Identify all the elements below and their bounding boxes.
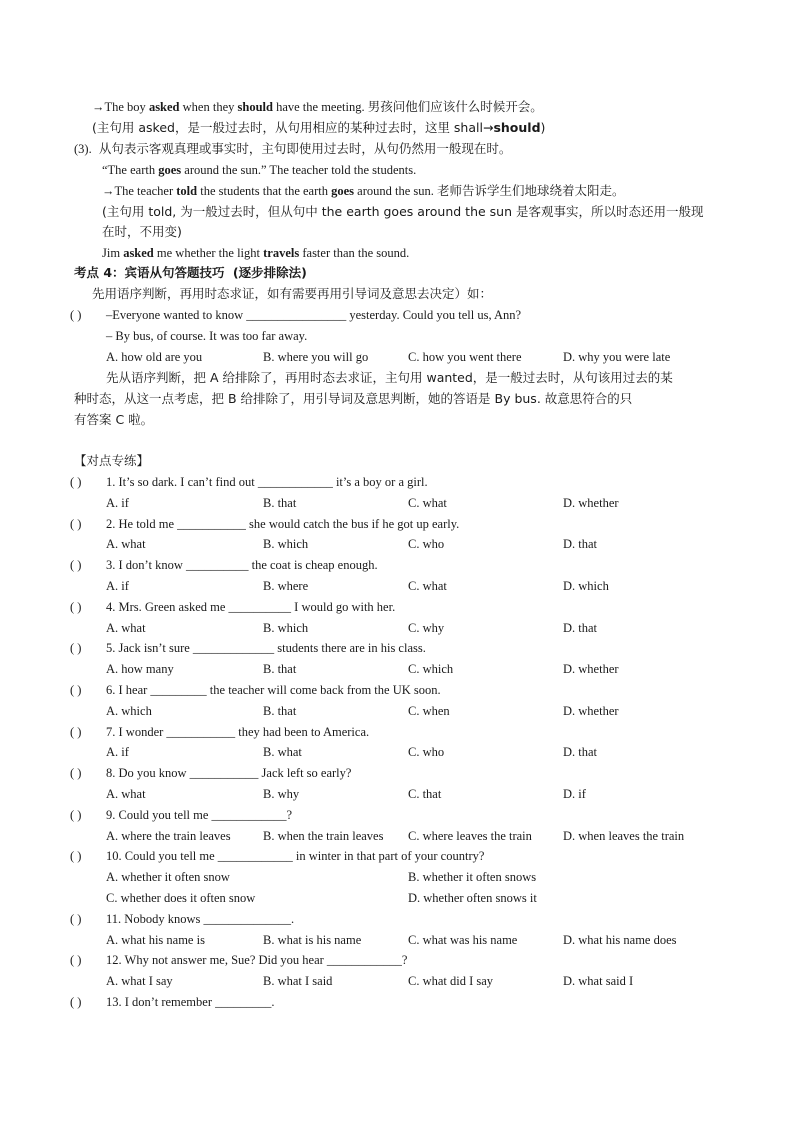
example-option-c[interactable]: C. how you went there	[408, 350, 522, 364]
answer-option[interactable]: A. if	[106, 579, 129, 593]
answer-option[interactable]: D. that	[563, 537, 598, 551]
answer-blank[interactable]: ( )	[70, 641, 82, 655]
rule-3-line: (3). 从句表示客观真理或事实时，主句即使用过去时，从句仍然用一般现在时。	[74, 141, 512, 156]
question-stem: 11. Nobody knows ______________.	[106, 912, 295, 926]
example-option-b[interactable]: B. where you will go	[263, 350, 369, 364]
answer-option[interactable]: D. whether	[563, 662, 619, 676]
answer-option[interactable]: D. when leaves the train	[563, 829, 685, 843]
answer-option[interactable]: D. what said I	[563, 974, 634, 988]
example-explanation-2: 种时态，从这一点考虑，把 B 给排除了，用引导词及意思判断，她的答语是 By bus. 故意思符合的只	[74, 391, 633, 406]
answer-blank[interactable]: ( )	[70, 849, 82, 863]
note-line-told-2: 在时，不用变)	[102, 224, 182, 239]
example-question-line-1: –Everyone wanted to know ________________ yesterday. Could you tell us, Ann?	[106, 308, 522, 322]
question-stem: 3. I don’t know __________ the coat is cheap enough.	[106, 558, 378, 572]
section-4-heading: 考点 4：宾语从句答题技巧 (逐步排除法)	[74, 265, 307, 280]
answer-option[interactable]: A. which	[106, 704, 152, 718]
example-line-earth-quote: “The earth goes around the sun.” The teacher told the students.	[102, 163, 417, 177]
answer-blank[interactable]: ( )	[70, 995, 82, 1009]
answer-option[interactable]: B. that	[263, 662, 297, 676]
answer-blank[interactable]: ( )	[70, 808, 82, 822]
answer-option[interactable]: C. what was his name	[408, 933, 518, 947]
answer-option[interactable]: C. where leaves the train	[408, 829, 532, 843]
answer-option[interactable]: C. that	[408, 787, 442, 801]
answer-option[interactable]: A. what his name is	[106, 933, 205, 947]
question-stem: 1. It’s so dark. I can’t find out ____________ it’s a boy or a girl.	[106, 475, 428, 489]
answer-option[interactable]: C. which	[408, 662, 454, 676]
answer-option[interactable]: B. whether it often snows	[408, 870, 537, 884]
answer-option[interactable]: B. that	[263, 704, 297, 718]
example-option-a[interactable]: A. how old are you	[106, 350, 203, 364]
example-question-line-2: – By bus, of course. It was too far away.	[106, 329, 308, 343]
answer-option[interactable]: A. what	[106, 787, 146, 801]
example-line-jim-asked: Jim asked me whether the light travels faster than the sound.	[102, 246, 410, 260]
answer-option[interactable]: A. if	[106, 745, 129, 759]
answer-blank[interactable]: ( )	[70, 475, 82, 489]
answer-option[interactable]: D. what his name does	[563, 933, 677, 947]
answer-blank-example[interactable]: ( )	[70, 308, 82, 322]
answer-option[interactable]: D. whether often snows it	[408, 891, 537, 905]
answer-option[interactable]: B. where	[263, 579, 309, 593]
note-line-shall-should: (主句用 asked，是一般过去时，从句用相应的某种过去时，这里 shall→should)	[92, 120, 546, 135]
answer-option[interactable]: A. how many	[106, 662, 174, 676]
question-stem: 2. He told me ___________ she would catch the bus if he got up early.	[106, 517, 460, 531]
answer-option[interactable]: D. which	[563, 579, 609, 593]
answer-option[interactable]: C. who	[408, 745, 445, 759]
answer-option[interactable]: C. what did I say	[408, 974, 494, 988]
answer-blank[interactable]: ( )	[70, 558, 82, 572]
answer-option[interactable]: C. what	[408, 579, 447, 593]
answer-option[interactable]: A. what	[106, 537, 146, 551]
answer-option[interactable]: B. what I said	[263, 974, 333, 988]
answer-option[interactable]: A. where the train leaves	[106, 829, 231, 843]
example-explanation-3: 有答案 C 啦。	[74, 412, 154, 427]
answer-blank[interactable]: ( )	[70, 766, 82, 780]
answer-option[interactable]: D. whether	[563, 496, 619, 510]
question-stem: 5. Jack isn’t sure _____________ students there are in his class.	[106, 641, 426, 655]
example-option-d[interactable]: D. why you were late	[563, 350, 671, 364]
answer-option[interactable]: B. when the train leaves	[263, 829, 384, 843]
answer-blank[interactable]: ( )	[70, 953, 82, 967]
answer-blank[interactable]: ( )	[70, 725, 82, 739]
answer-blank[interactable]: ( )	[70, 683, 82, 697]
answer-option[interactable]: A. if	[106, 496, 129, 510]
question-stem: 6. I hear _________ the teacher will come back from the UK soon.	[106, 683, 441, 697]
answer-option[interactable]: C. what	[408, 496, 447, 510]
question-stem: 7. I wonder ___________ they had been to America.	[106, 725, 370, 739]
answer-blank[interactable]: ( )	[70, 517, 82, 531]
answer-option[interactable]: A. what I say	[106, 974, 173, 988]
answer-option[interactable]: B. which	[263, 621, 309, 635]
answer-option[interactable]: A. what	[106, 621, 146, 635]
question-stem: 13. I don’t remember _________.	[106, 995, 275, 1009]
section-4-description: 先用语序判断，再用时态求证，如有需要再用引导词及意思去决定）如：	[92, 286, 493, 301]
question-stem: 8. Do you know ___________ Jack left so early?	[106, 766, 352, 780]
answer-option[interactable]: C. whether does it often snow	[106, 891, 256, 905]
practice-heading: 【对点专练】	[74, 453, 150, 468]
example-line-teacher-told: →The teacher told the students that the earth goes around the sun. 老师告诉学生们地球绕着太阳走。	[102, 183, 625, 198]
example-line-boy-asked: →The boy asked when they should have the meeting. 男孩问他们应该什么时候开会。	[92, 99, 543, 114]
answer-option[interactable]: B. what	[263, 745, 302, 759]
answer-option[interactable]: C. when	[408, 704, 450, 718]
answer-option[interactable]: B. that	[263, 496, 297, 510]
answer-option[interactable]: A. whether it often snow	[106, 870, 230, 884]
answer-option[interactable]: D. that	[563, 621, 598, 635]
question-stem: 4. Mrs. Green asked me __________ I would go with her.	[106, 600, 396, 614]
answer-option[interactable]: B. what is his name	[263, 933, 362, 947]
answer-blank[interactable]: ( )	[70, 912, 82, 926]
answer-blank[interactable]: ( )	[70, 600, 82, 614]
answer-option[interactable]: D. that	[563, 745, 598, 759]
answer-option[interactable]: C. who	[408, 537, 445, 551]
answer-option[interactable]: C. why	[408, 621, 445, 635]
example-explanation-1: 先从语序判断，把 A 给排除了，再用时态去求证，主句用 wanted，是一般过去时，从句该用过去的某	[106, 370, 673, 385]
answer-option[interactable]: B. why	[263, 787, 300, 801]
question-stem: 12. Why not answer me, Sue? Did you hear ____________?	[106, 953, 408, 967]
question-stem: 9. Could you tell me ____________?	[106, 808, 293, 822]
answer-option[interactable]: D. whether	[563, 704, 619, 718]
note-line-told-1: (主句用 told, 为一般过去时，但从句中 the earth goes around the sun 是客观事实，所以时态还用一般现	[102, 204, 704, 219]
answer-option[interactable]: D. if	[563, 787, 586, 801]
answer-option[interactable]: B. which	[263, 537, 309, 551]
question-stem: 10. Could you tell me ____________ in winter in that part of your country?	[106, 849, 485, 863]
